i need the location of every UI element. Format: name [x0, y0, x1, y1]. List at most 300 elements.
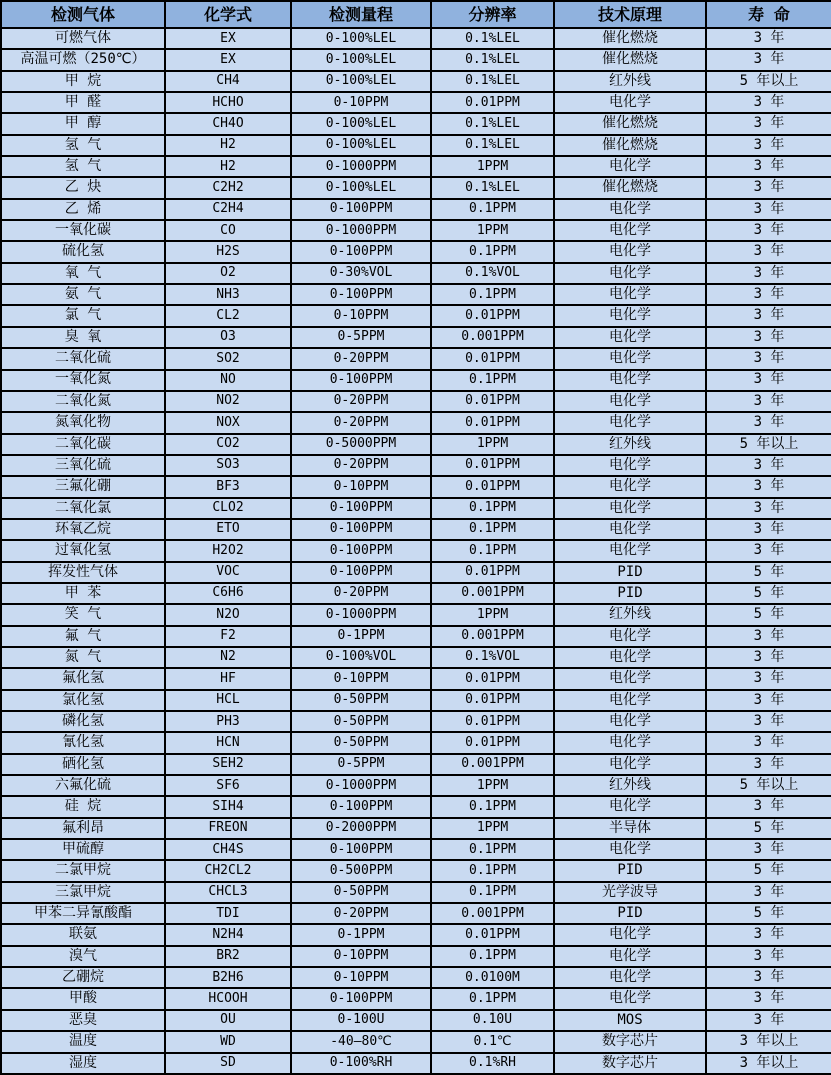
table-cell: 0-100%VOL: [291, 647, 431, 668]
table-cell: 可燃气体: [1, 28, 165, 49]
table-cell: 0-10PPM: [291, 946, 431, 967]
table-cell: VOC: [165, 562, 291, 583]
table-row: [1, 562, 831, 583]
table-cell: HF: [165, 668, 291, 689]
table-cell: -40—80℃: [291, 1031, 431, 1052]
table-cell: 3 年以上: [706, 1031, 831, 1052]
table-cell: 高温可燃（250℃）: [1, 49, 165, 70]
table-cell: OU: [165, 1010, 291, 1031]
table-cell: 电化学: [554, 305, 706, 326]
table-row: [1, 28, 831, 49]
table-row: [1, 305, 831, 326]
table-cell: 电化学: [554, 220, 706, 241]
table-cell: 0-10PPM: [291, 668, 431, 689]
table-row: [1, 796, 831, 817]
table-row: [1, 241, 831, 262]
table-cell: 乙 炔: [1, 177, 165, 198]
table-cell: 3 年: [706, 839, 831, 860]
table-cell: 三氟化硼: [1, 476, 165, 497]
table-cell: 0.01PPM: [431, 455, 554, 476]
table-cell: CLO2: [165, 498, 291, 519]
table-header: [1, 1, 831, 28]
column-header-1: 化学式: [165, 1, 291, 28]
table-cell: 3 年: [706, 540, 831, 561]
table-cell: 二氧化碳: [1, 434, 165, 455]
table-row: [1, 668, 831, 689]
table-cell: 电化学: [554, 391, 706, 412]
table-row: [1, 348, 831, 369]
table-cell: 0-20PPM: [291, 455, 431, 476]
table-row: [1, 434, 831, 455]
table-row: [1, 327, 831, 348]
table-cell: BR2: [165, 946, 291, 967]
table-cell: 电化学: [554, 711, 706, 732]
table-cell: 0.001PPM: [431, 903, 554, 924]
table-cell: CO: [165, 220, 291, 241]
table-cell: SO2: [165, 348, 291, 369]
table-cell: 0-1000PPM: [291, 156, 431, 177]
table-cell: 0.1%LEL: [431, 113, 554, 134]
table-cell: 数字芯片: [554, 1031, 706, 1052]
table-cell: 0-10PPM: [291, 476, 431, 497]
table-cell: 催化燃烧: [554, 135, 706, 156]
table-cell: 电化学: [554, 967, 706, 988]
table-row: [1, 583, 831, 604]
table-cell: 5 年以上: [706, 71, 831, 92]
table-cell: 电化学: [554, 946, 706, 967]
table-cell: 0-100%LEL: [291, 113, 431, 134]
table-cell: SEH2: [165, 754, 291, 775]
table-cell: 0-100U: [291, 1010, 431, 1031]
table-cell: 0-100PPM: [291, 839, 431, 860]
table-cell: 催化燃烧: [554, 177, 706, 198]
table-row: [1, 946, 831, 967]
table-row: [1, 498, 831, 519]
table-cell: 电化学: [554, 668, 706, 689]
table-cell: 0-1PPM: [291, 626, 431, 647]
table-cell: 0-100PPM: [291, 370, 431, 391]
table-cell: F2: [165, 626, 291, 647]
table-row: [1, 604, 831, 625]
table-cell: 3 年: [706, 690, 831, 711]
table-cell: 0-100PPM: [291, 519, 431, 540]
table-cell: 0-1000PPM: [291, 220, 431, 241]
table-cell: 3 年: [706, 327, 831, 348]
table-cell: CHCL3: [165, 882, 291, 903]
table-cell: 3 年: [706, 476, 831, 497]
table-row: [1, 924, 831, 945]
table-row: [1, 476, 831, 497]
table-cell: 一氧化碳: [1, 220, 165, 241]
table-row: [1, 626, 831, 647]
table-cell: 0.01PPM: [431, 92, 554, 113]
table-cell: 氯化氢: [1, 690, 165, 711]
table-cell: 5 年以上: [706, 775, 831, 796]
table-cell: 3 年: [706, 177, 831, 198]
table-row: [1, 732, 831, 753]
table-cell: 3 年: [706, 626, 831, 647]
table-cell: 电化学: [554, 263, 706, 284]
table-cell: 0.1PPM: [431, 839, 554, 860]
table-cell: 0-50PPM: [291, 711, 431, 732]
table-cell: 电化学: [554, 839, 706, 860]
table-cell: 0.001PPM: [431, 327, 554, 348]
table-cell: 0-20PPM: [291, 391, 431, 412]
table-row: [1, 177, 831, 198]
table-cell: 3 年: [706, 732, 831, 753]
table-cell: PID: [554, 903, 706, 924]
table-cell: 电化学: [554, 690, 706, 711]
table-cell: 恶臭: [1, 1010, 165, 1031]
table-cell: 0.01PPM: [431, 348, 554, 369]
table-cell: 3 年: [706, 28, 831, 49]
table-cell: 3 年: [706, 391, 831, 412]
table-cell: 氟 气: [1, 626, 165, 647]
table-cell: 0.1%LEL: [431, 177, 554, 198]
table-cell: O3: [165, 327, 291, 348]
table-cell: 氧 气: [1, 263, 165, 284]
table-row: [1, 220, 831, 241]
table-cell: 0.01PPM: [431, 476, 554, 497]
table-cell: 六氟化硫: [1, 775, 165, 796]
table-cell: 3 年: [706, 199, 831, 220]
table-row: [1, 839, 831, 860]
table-cell: 0.1PPM: [431, 882, 554, 903]
table-cell: FREON: [165, 818, 291, 839]
table-cell: 电化学: [554, 241, 706, 262]
table-cell: 氟利昂: [1, 818, 165, 839]
table-cell: 1PPM: [431, 775, 554, 796]
table-cell: 0.1PPM: [431, 241, 554, 262]
table-cell: 3 年: [706, 924, 831, 945]
table-cell: 0.01PPM: [431, 668, 554, 689]
table-cell: 0.1PPM: [431, 796, 554, 817]
table-cell: 电化学: [554, 199, 706, 220]
table-cell: 三氧化硫: [1, 455, 165, 476]
table-cell: 红外线: [554, 775, 706, 796]
table-cell: H2S: [165, 241, 291, 262]
table-cell: 0.1%LEL: [431, 135, 554, 156]
table-cell: 3 年: [706, 370, 831, 391]
table-cell: 0-100PPM: [291, 498, 431, 519]
table-cell: 3 年: [706, 455, 831, 476]
table-cell: 0-30%VOL: [291, 263, 431, 284]
table-row: [1, 156, 831, 177]
table-cell: 电化学: [554, 327, 706, 348]
table-cell: CH4O: [165, 113, 291, 134]
table-cell: 0.1%RH: [431, 1053, 554, 1075]
table-row: [1, 1010, 831, 1031]
table-cell: 温度: [1, 1031, 165, 1052]
table-cell: WD: [165, 1031, 291, 1052]
table-cell: 0-100%LEL: [291, 135, 431, 156]
column-header-2: 检测量程: [291, 1, 431, 28]
table-row: [1, 860, 831, 881]
table-row: [1, 882, 831, 903]
table-cell: 0-100PPM: [291, 988, 431, 1009]
table-cell: 0-2000PPM: [291, 818, 431, 839]
table-cell: 二氯甲烷: [1, 860, 165, 881]
table-cell: 0.1%LEL: [431, 71, 554, 92]
table-cell: 0-10PPM: [291, 92, 431, 113]
table-cell: 3 年: [706, 305, 831, 326]
table-cell: 3 年: [706, 113, 831, 134]
table-cell: 1PPM: [431, 434, 554, 455]
table-cell: 0.1PPM: [431, 370, 554, 391]
table-cell: 0-20PPM: [291, 348, 431, 369]
table-cell: SO3: [165, 455, 291, 476]
table-cell: 0-10PPM: [291, 305, 431, 326]
table-cell: N2: [165, 647, 291, 668]
table-row: [1, 1031, 831, 1052]
table-cell: 甲 醇: [1, 113, 165, 134]
table-cell: 0-100%RH: [291, 1053, 431, 1075]
table-row: [1, 967, 831, 988]
table-cell: 氯 气: [1, 305, 165, 326]
table-row: [1, 540, 831, 561]
table-cell: N2O: [165, 604, 291, 625]
table-cell: N2H4: [165, 924, 291, 945]
table-cell: 0-1000PPM: [291, 775, 431, 796]
table-cell: 0-5000PPM: [291, 434, 431, 455]
table-cell: 电化学: [554, 412, 706, 433]
header-row: [1, 1, 831, 28]
table-cell: 5 年以上: [706, 434, 831, 455]
table-row: [1, 284, 831, 305]
table-cell: 0-100PPM: [291, 284, 431, 305]
table-cell: 0.1PPM: [431, 498, 554, 519]
table-cell: 催化燃烧: [554, 113, 706, 134]
table-cell: 一氧化氮: [1, 370, 165, 391]
table-cell: 甲 苯: [1, 583, 165, 604]
table-cell: 0.01PPM: [431, 562, 554, 583]
table-cell: NOX: [165, 412, 291, 433]
table-cell: 电化学: [554, 924, 706, 945]
table-cell: 硅 烷: [1, 796, 165, 817]
table-cell: SD: [165, 1053, 291, 1075]
table-cell: 电化学: [554, 732, 706, 753]
table-cell: HCL: [165, 690, 291, 711]
table-cell: 3 年: [706, 498, 831, 519]
table-cell: 电化学: [554, 626, 706, 647]
table-row: [1, 71, 831, 92]
table-row: [1, 199, 831, 220]
table-cell: 1PPM: [431, 604, 554, 625]
table-cell: 0.001PPM: [431, 583, 554, 604]
table-cell: CH2CL2: [165, 860, 291, 881]
table-cell: 联氨: [1, 924, 165, 945]
table-cell: 3 年: [706, 92, 831, 113]
table-cell: 0-5PPM: [291, 754, 431, 775]
table-cell: 5 年: [706, 860, 831, 881]
table-cell: 3 年: [706, 668, 831, 689]
table-cell: 氮 气: [1, 647, 165, 668]
table-cell: 数字芯片: [554, 1053, 706, 1075]
table-cell: SF6: [165, 775, 291, 796]
table-cell: 3 年: [706, 946, 831, 967]
table-cell: 0-100%LEL: [291, 28, 431, 49]
table-cell: 0-1PPM: [291, 924, 431, 945]
table-row: [1, 1053, 831, 1075]
table-cell: 过氧化氢: [1, 540, 165, 561]
table-cell: 0.1%LEL: [431, 49, 554, 70]
table-cell: 甲 醛: [1, 92, 165, 113]
table-cell: 3 年: [706, 882, 831, 903]
table-row: [1, 391, 831, 412]
table-row: [1, 370, 831, 391]
table-row: [1, 690, 831, 711]
table-cell: 0.1PPM: [431, 199, 554, 220]
table-cell: NO2: [165, 391, 291, 412]
table-row: [1, 412, 831, 433]
table-cell: 0-20PPM: [291, 903, 431, 924]
table-row: [1, 754, 831, 775]
table-cell: 电化学: [554, 370, 706, 391]
table-cell: 3 年: [706, 412, 831, 433]
table-cell: 0.10U: [431, 1010, 554, 1031]
column-header-5: 寿 命: [706, 1, 831, 28]
table-cell: 0.1PPM: [431, 519, 554, 540]
table-cell: 氰化氢: [1, 732, 165, 753]
table-cell: 0-1000PPM: [291, 604, 431, 625]
table-cell: 三氯甲烷: [1, 882, 165, 903]
table-cell: 0.1PPM: [431, 988, 554, 1009]
table-cell: 0.01PPM: [431, 391, 554, 412]
table-cell: 氢 气: [1, 135, 165, 156]
table-cell: 挥发性气体: [1, 562, 165, 583]
table-cell: 5 年: [706, 562, 831, 583]
table-cell: 1PPM: [431, 220, 554, 241]
table-cell: 甲酸: [1, 988, 165, 1009]
table-cell: PID: [554, 860, 706, 881]
table-cell: 0.1PPM: [431, 860, 554, 881]
table-cell: H2O2: [165, 540, 291, 561]
table-cell: 0-100PPM: [291, 796, 431, 817]
table-cell: 催化燃烧: [554, 28, 706, 49]
column-header-4: 技术原理: [554, 1, 706, 28]
table-cell: 0.0100M: [431, 967, 554, 988]
table-cell: 3 年: [706, 754, 831, 775]
table-cell: NO: [165, 370, 291, 391]
table-cell: 0-100%LEL: [291, 177, 431, 198]
table-body: [1, 28, 831, 1074]
table-cell: 0.1%VOL: [431, 263, 554, 284]
table-cell: 3 年: [706, 49, 831, 70]
table-row: [1, 49, 831, 70]
table-cell: 0-10PPM: [291, 967, 431, 988]
table-cell: 0-100PPM: [291, 241, 431, 262]
table-cell: 0-100%LEL: [291, 71, 431, 92]
table-cell: 环氧乙烷: [1, 519, 165, 540]
table-cell: 3 年: [706, 135, 831, 156]
table-cell: CH4S: [165, 839, 291, 860]
table-cell: 5 年: [706, 818, 831, 839]
table-row: [1, 263, 831, 284]
table-cell: 5 年: [706, 903, 831, 924]
table-cell: 电化学: [554, 156, 706, 177]
table-cell: 半导体: [554, 818, 706, 839]
table-cell: 电化学: [554, 498, 706, 519]
table-cell: 硒化氢: [1, 754, 165, 775]
table-cell: EX: [165, 28, 291, 49]
table-cell: 甲 烷: [1, 71, 165, 92]
table-cell: 湿度: [1, 1053, 165, 1075]
table-cell: TDI: [165, 903, 291, 924]
table-cell: H2: [165, 156, 291, 177]
table-cell: 1PPM: [431, 156, 554, 177]
table-cell: MOS: [554, 1010, 706, 1031]
table-cell: 0.01PPM: [431, 732, 554, 753]
table-row: [1, 92, 831, 113]
table-cell: 0-5PPM: [291, 327, 431, 348]
table-cell: 0.01PPM: [431, 305, 554, 326]
table-cell: 0.001PPM: [431, 754, 554, 775]
table-cell: 0.01PPM: [431, 690, 554, 711]
table-cell: 硫化氢: [1, 241, 165, 262]
table-row: [1, 113, 831, 134]
table-cell: 0.1PPM: [431, 540, 554, 561]
table-cell: 电化学: [554, 754, 706, 775]
table-cell: 乙 烯: [1, 199, 165, 220]
table-cell: 3 年: [706, 1010, 831, 1031]
table-row: [1, 647, 831, 668]
table-cell: 0-20PPM: [291, 412, 431, 433]
table-cell: 0.1%LEL: [431, 28, 554, 49]
table-row: [1, 519, 831, 540]
table-cell: 氨 气: [1, 284, 165, 305]
table-cell: 3 年: [706, 263, 831, 284]
table-cell: 电化学: [554, 540, 706, 561]
table-cell: CL2: [165, 305, 291, 326]
table-cell: 0.01PPM: [431, 924, 554, 945]
table-cell: 磷化氢: [1, 711, 165, 732]
table-row: [1, 711, 831, 732]
table-cell: 电化学: [554, 647, 706, 668]
table-cell: 电化学: [554, 348, 706, 369]
table-cell: CO2: [165, 434, 291, 455]
table-cell: 3 年以上: [706, 1053, 831, 1075]
table-cell: 0-100PPM: [291, 562, 431, 583]
table-cell: 二氧化氮: [1, 391, 165, 412]
table-cell: HCHO: [165, 92, 291, 113]
table-cell: 电化学: [554, 455, 706, 476]
table-cell: 1PPM: [431, 818, 554, 839]
table-cell: 红外线: [554, 434, 706, 455]
table-cell: 氮氧化物: [1, 412, 165, 433]
table-cell: BF3: [165, 476, 291, 497]
table-cell: 电化学: [554, 519, 706, 540]
table-row: [1, 455, 831, 476]
table-cell: EX: [165, 49, 291, 70]
table-cell: 光学波导: [554, 882, 706, 903]
table-cell: 0.1%VOL: [431, 647, 554, 668]
table-cell: 红外线: [554, 604, 706, 625]
table-cell: 3 年: [706, 241, 831, 262]
table-cell: 臭 氧: [1, 327, 165, 348]
table-cell: HCN: [165, 732, 291, 753]
table-cell: 0-100%LEL: [291, 49, 431, 70]
table-cell: C2H4: [165, 199, 291, 220]
table-cell: 甲苯二异氰酸酯: [1, 903, 165, 924]
table-cell: 氟化氢: [1, 668, 165, 689]
table-cell: 电化学: [554, 988, 706, 1009]
table-cell: 3 年: [706, 348, 831, 369]
table-cell: 0-20PPM: [291, 583, 431, 604]
column-header-3: 分辨率: [431, 1, 554, 28]
table-cell: 3 年: [706, 967, 831, 988]
table-row: [1, 135, 831, 156]
table-cell: 3 年: [706, 156, 831, 177]
